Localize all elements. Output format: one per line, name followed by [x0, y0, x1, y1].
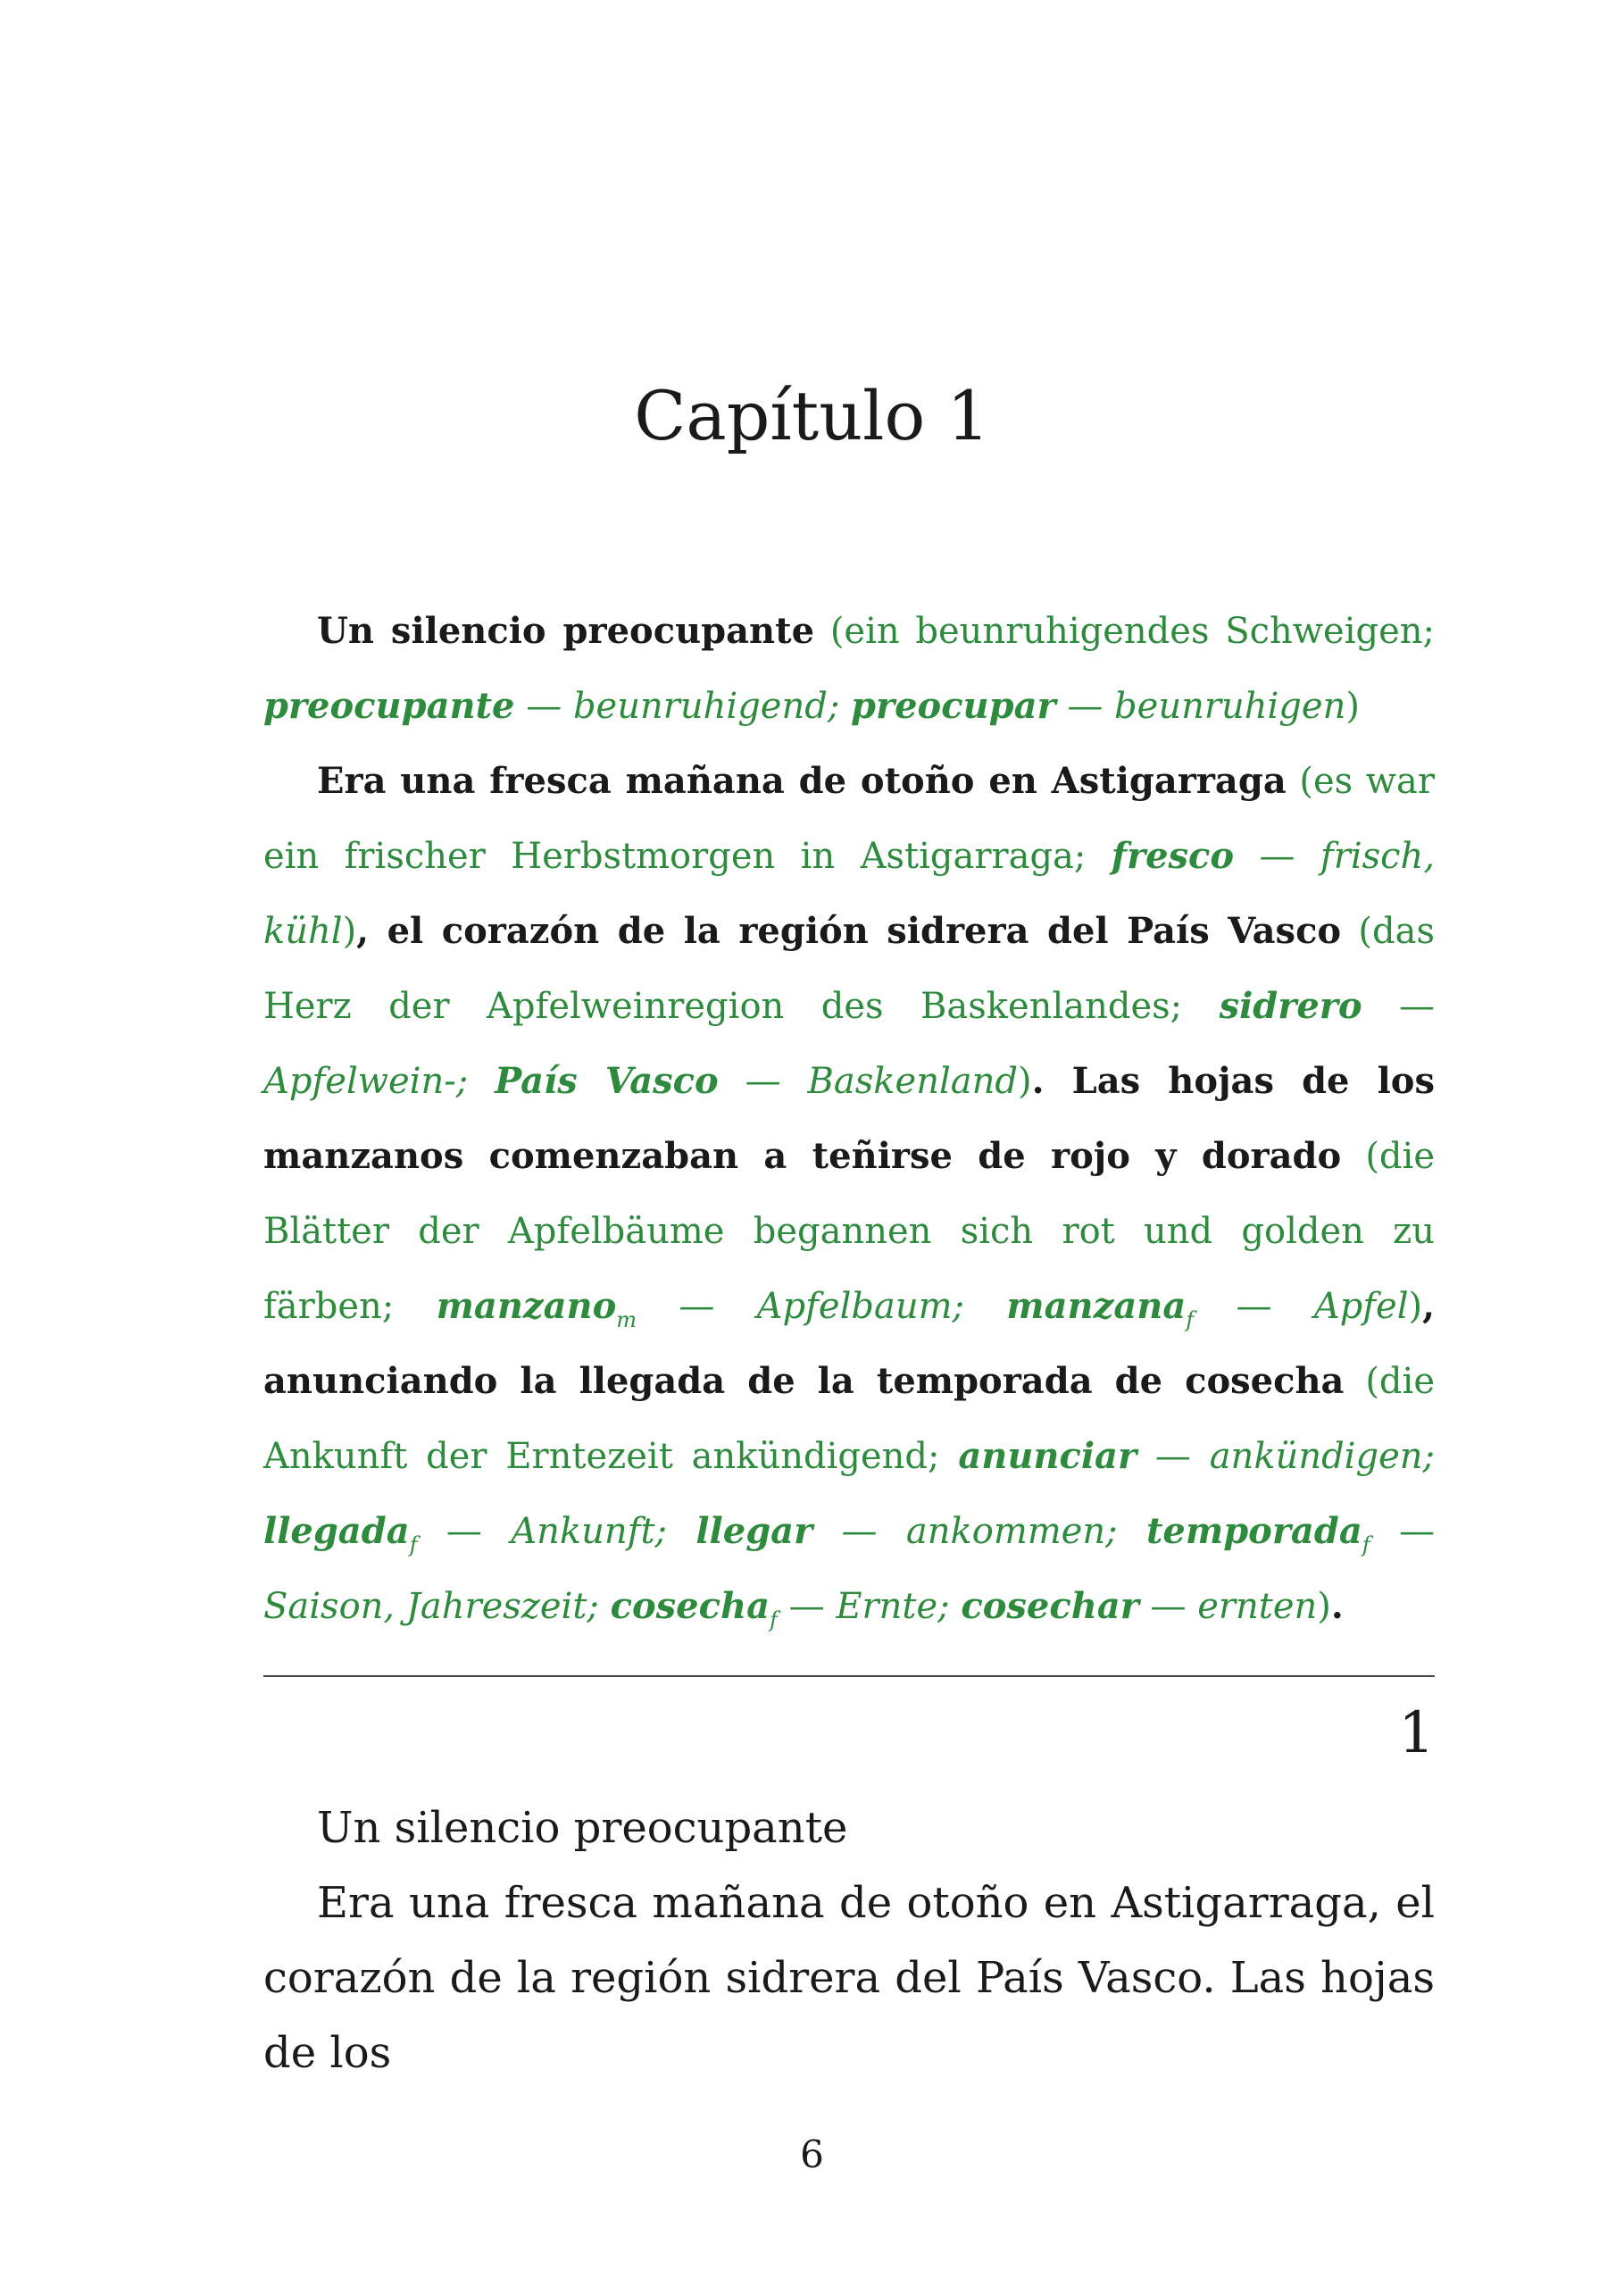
close-paren: ) [1408, 1286, 1423, 1327]
gloss-meaning: Ankunft; [511, 1511, 667, 1552]
gloss-meaning: beunruhigend; [572, 686, 840, 727]
close-paren: ) [1017, 1061, 1032, 1102]
gloss-dash: — [788, 1586, 825, 1627]
translation-text: (die Ankunft der Erntezeit ankündigend; [263, 1361, 1436, 1477]
gloss-meaning: Apfel [1313, 1286, 1409, 1327]
gloss-word: manzana [1006, 1285, 1187, 1327]
spanish-sentence: . Las hojas de los manzanos comenzaban a teñirse de rojo y dorado [263, 1060, 1436, 1177]
gloss-meaning: Baskenland [807, 1061, 1018, 1102]
gloss-word: llegar [695, 1510, 813, 1552]
close-paren: ) [342, 911, 357, 952]
spanish-sentence: , el corazón de la región sidrera del País Vasco [356, 910, 1342, 952]
spanish-heading: Un silencio preocupante [317, 610, 815, 652]
page-number: 6 [800, 2132, 824, 2176]
gloss-dash: — [1236, 1286, 1272, 1327]
gloss-word: manzano [436, 1285, 617, 1327]
gloss-dash: — [446, 1511, 482, 1552]
section-divider [263, 1675, 1435, 1677]
gloss-word: País Vasco [495, 1060, 719, 1102]
gender-marker: f [769, 1607, 778, 1632]
gender-marker: f [409, 1532, 418, 1557]
translation-text: (es war ein frischer Herbstmorgen in Astigarraga; [263, 761, 1436, 877]
spanish-sentence: Era una fresca mañana de otoño en Astigarraga [317, 760, 1287, 802]
translation-text: (ein beunruhigendes Schweigen; [829, 611, 1435, 652]
gloss-meaning: frisch, kühl [263, 836, 1436, 952]
gloss-dash: — [745, 1061, 781, 1102]
gloss-word: cosecha [610, 1585, 770, 1627]
gloss-meaning: Apfelwein-; [263, 1061, 469, 1102]
plain-paragraph: Era una fresca mañana de otoño en Astigarraga, el corazón de la región sidrera del País Vasco. Las hojas de los [263, 1878, 1435, 2078]
gloss-word: sidrero [1219, 985, 1362, 1027]
sentence-end: . [1330, 1585, 1344, 1627]
gloss-dash: — [1398, 1511, 1435, 1552]
gloss-dash: — [1067, 686, 1103, 727]
close-paren: ) [1345, 686, 1360, 727]
chapter-title: Capítulo 1 [634, 376, 990, 455]
gloss-dash: — [1259, 836, 1295, 877]
gloss-meaning: ernten [1197, 1586, 1318, 1627]
section-number: 1 [1398, 1700, 1435, 1766]
gloss-meaning: ankommen; [905, 1511, 1118, 1552]
gloss-meaning: Apfelbaum; [756, 1286, 965, 1327]
gloss-dash: — [841, 1511, 878, 1552]
gender-marker: f [1362, 1532, 1370, 1557]
gloss-word: llegada [263, 1510, 410, 1552]
gloss-word: cosechar [961, 1585, 1139, 1627]
close-paren: ) [1317, 1586, 1331, 1627]
gloss-dash: — [1399, 986, 1436, 1027]
gender-marker: f [1186, 1307, 1195, 1332]
bilingual-heading [263, 594, 1435, 744]
bilingual-paragraph [263, 744, 1435, 1644]
gloss-dash: — [1154, 1436, 1191, 1477]
gloss-dash: — [526, 686, 562, 727]
gloss-meaning: beunruhigen [1114, 686, 1346, 727]
gloss-dash: — [1150, 1586, 1187, 1627]
plain-text-section [263, 1790, 1435, 2090]
bilingual-reading-text [263, 594, 1435, 1644]
gloss-word: preocupar [851, 685, 1056, 727]
translation-text: (die Blätter der Apfelbäume begannen sich rot und golden zu färben; [263, 1136, 1435, 1327]
gloss-word: fresco [1111, 835, 1235, 877]
gloss-word: preocupante [263, 685, 515, 727]
gloss-meaning: ankündigen; [1209, 1436, 1435, 1477]
gloss-word: anunciar [958, 1435, 1137, 1477]
plain-heading: Un silencio preocupante [317, 1803, 848, 1853]
gloss-meaning: Saison, Jahreszeit; [263, 1586, 599, 1627]
gender-marker: m [616, 1307, 637, 1332]
gloss-dash: — [679, 1286, 715, 1327]
gloss-word: temporada [1145, 1510, 1362, 1552]
translation-text: (das Herz der Apfelweinregion des Baskenlandes; [263, 911, 1436, 1027]
gloss-meaning: Ernte; [836, 1586, 950, 1627]
spanish-sentence: , anunciando la llegada de la temporada de cosecha [263, 1285, 1436, 1402]
